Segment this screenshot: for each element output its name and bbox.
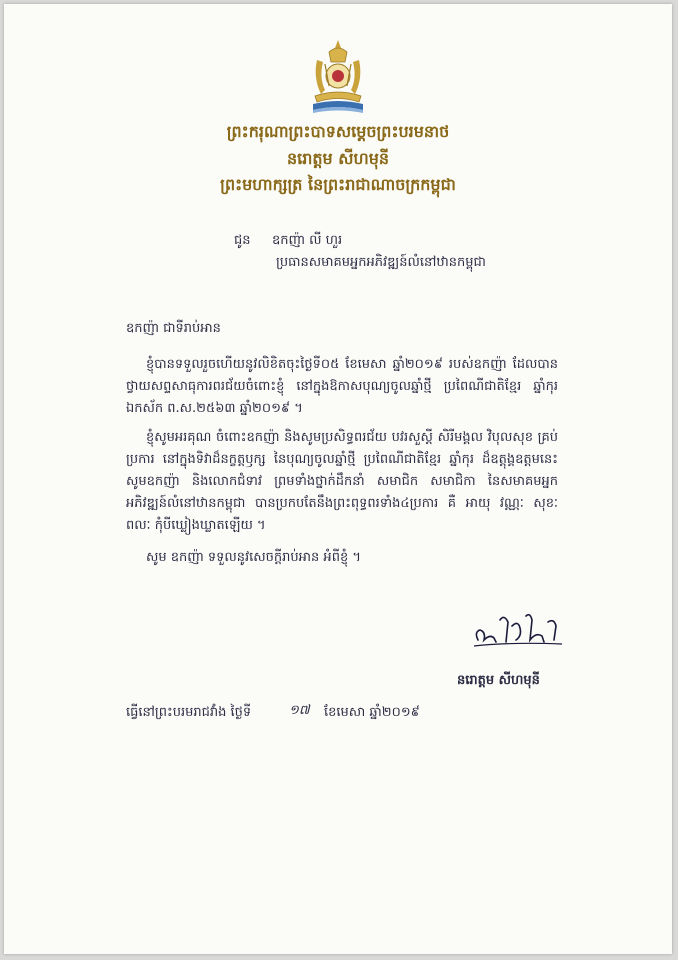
salutation: ឧកញ៉ា ជាទីរាប់អាន	[126, 321, 221, 336]
closing-line: សូម ឧកញ៉ា ទទួលនូវសេចក្តីរាប់អាន អំពីខ្ញុំ ។	[146, 550, 361, 565]
royal-emblem-icon	[307, 38, 369, 114]
date-prefix: ធ្វើនៅព្រះបរមរាជវាំង ថ្ងៃទី	[126, 705, 252, 720]
date-day: ១៧	[289, 703, 310, 718]
paragraph-1: ខ្ញុំបានទទួលរួចហើយនូវលិខិតចុះថ្ងៃទី០៥ ខែមេសា ឆ្នាំ២០១៩ របស់ឧកញ៉ា ដែលបានថ្វាយសព្ទសាធុការពរជ័យចំពោះខ្ញុំ នៅក្នុងឱកាសបុណ្យចូលឆ្នាំថ្មី ប្រពៃណីជាតិខ្មែរ ឆ្នាំកុរ ឯកស័ក ព.ស.២៥៦៣ ឆ្នាំ២០១៩ ។	[126, 357, 558, 416]
signer-name: នរោត្តម សីហមុនី	[457, 673, 540, 688]
date-month-year: ខែមេសា ឆ្នាំ២០១៩	[324, 705, 420, 720]
letter-page	[4, 4, 672, 954]
recipient-title: ប្រធានសមាគមអ្នកអភិវឌ្ឍន៍លំនៅឋានកម្ពុជា	[276, 255, 486, 270]
letterhead-name: នរោត្តម សីហមុនី	[286, 149, 390, 168]
letterhead-subtitle: ព្រះមហាក្សត្រ នៃព្រះរាជាណាចក្រកម្ពុជា	[220, 175, 456, 194]
recipient-to-label: ជូន	[234, 233, 251, 248]
paragraph-2: ខ្ញុំសូមអរគុណ ចំពោះឧកញ៉ា និងសូមប្រសិទ្ធពរជ័យ បវរសួស្តី សិរីមង្គល វិបុលសុខ គ្រប់ប្រការ នៅក្នុងទិវាដ៏នក្ខត្តឫក្ស នៃបុណ្យចូលឆ្នាំថ្មី ប្រពៃណីជាតិខ្មែរ ឆ្នាំកុរ ដ៏ឧត្តុង្គឧត្តមនេះ សូមឧកញ៉ា និងលោកជំទាវ ព្រមទាំងថ្នាក់ដឹកនាំ សមាជិក សមាជិកា នៃសមាគមអ្នកអភិវឌ្ឍន៍លំនៅឋានកម្ពុជា បានប្រកបតែនឹងព្រះពុទ្ធពរទាំង៤ប្រការ គឺ អាយុ វណ្ណៈ សុខៈ ពលៈ កុំបីឃ្លៀងឃ្លាតឡើយ ។	[126, 430, 558, 533]
handwritten-signature	[470, 602, 566, 652]
recipient-name: ឧកញ៉ា លី ហួរ	[272, 233, 343, 248]
letterhead-title: ព្រះករុណាព្រះបាទសម្តេចព្រះបរមនាថ	[226, 122, 450, 141]
